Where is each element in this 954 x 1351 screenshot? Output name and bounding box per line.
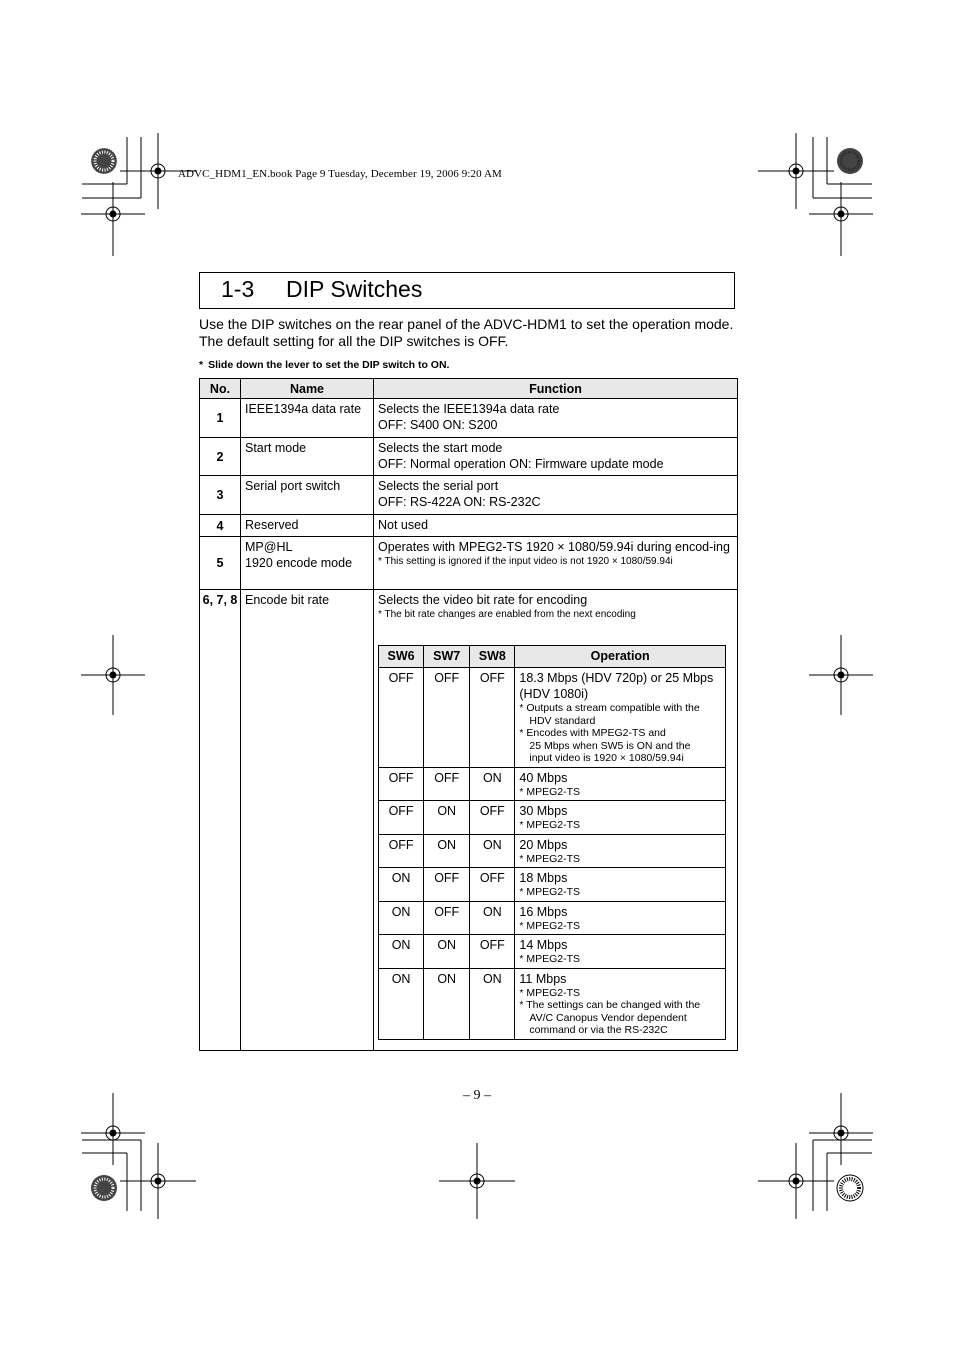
- operation-note: * MPEG2-TS: [519, 919, 581, 932]
- sw8-value: ON: [470, 901, 515, 935]
- row-no: 3: [200, 476, 241, 515]
- operation-cell: [515, 968, 726, 1039]
- function-line: Selects the start mode: [378, 441, 503, 455]
- function-line: Selects the serial port: [378, 479, 499, 493]
- dip-switch-table: [199, 378, 738, 1051]
- subtable-row: [379, 868, 726, 902]
- note-asterisk: *: [199, 359, 204, 371]
- sw6-value: OFF: [379, 668, 424, 768]
- row-no: 6, 7, 8: [200, 590, 241, 1051]
- subtable-header-row: [379, 646, 726, 668]
- page-number: – 9 –: [463, 1088, 491, 1103]
- header-sw7: SW7: [424, 646, 470, 668]
- table-row: [200, 515, 738, 537]
- operation-rate: 18.3 Mbps (HDV 720p) or 25 Mbps (HDV 1080i): [519, 671, 714, 701]
- operation-cell: [515, 834, 726, 868]
- sw8-value: OFF: [470, 668, 515, 768]
- sw7-value: OFF: [424, 668, 470, 768]
- operation-note: 25 Mbps when SW5 is ON and the: [529, 739, 691, 752]
- operation-note: * MPEG2-TS: [519, 886, 581, 898]
- sw8-value: ON: [470, 767, 515, 801]
- operation-rate: 40 Mbps: [519, 770, 568, 785]
- header-name: Name: [241, 379, 374, 399]
- print-header: ADVC_HDM1_EN.book Page 9 Tuesday, December 19, 2006 9:20 AM: [178, 168, 502, 180]
- function-line: OFF: RS-422A ON: RS-232C: [378, 495, 541, 509]
- section-number: 1-3: [221, 276, 255, 302]
- operation-note: * MPEG2-TS: [519, 852, 581, 865]
- operation-cell: [515, 668, 726, 768]
- sw8-value: OFF: [470, 868, 515, 902]
- sw7-value: OFF: [424, 901, 470, 935]
- subtable-row: [379, 834, 726, 868]
- operation-cell: [515, 901, 726, 935]
- operation-rate: 11 Mbps: [519, 971, 567, 986]
- table-row: [200, 476, 738, 515]
- subtable-row: [379, 968, 726, 1039]
- operation-rate: 14 Mbps: [519, 938, 568, 952]
- operation-note: * MPEG2-TS: [519, 986, 581, 999]
- name-line: MP@HL: [245, 540, 293, 554]
- operation-note: * MPEG2-TS: [519, 819, 581, 831]
- bitrate-table: [378, 645, 726, 1040]
- operation-cell: [515, 868, 726, 902]
- sw6-value: ON: [379, 935, 424, 969]
- lever-note: [199, 359, 449, 371]
- sw7-value: ON: [424, 935, 470, 969]
- row-name: IEEE1394a data rate: [241, 399, 374, 438]
- row-name: Start mode: [241, 438, 374, 476]
- subtable-row: [379, 935, 726, 969]
- sw7-value: OFF: [424, 868, 470, 902]
- subtable-row: [379, 801, 726, 835]
- table-row: [200, 537, 738, 590]
- operation-note: command or via the RS-232C: [529, 1024, 668, 1036]
- sw7-value: ON: [424, 968, 470, 1039]
- row-no: 1: [200, 399, 241, 438]
- row-function: [374, 399, 738, 438]
- sw7-value: ON: [424, 834, 470, 868]
- function-line: OFF: S400 ON: S200: [378, 418, 498, 432]
- table-row: [200, 399, 738, 438]
- operation-note: input video is 1920 × 1080/59.94i: [529, 752, 684, 764]
- row-function: Not used: [374, 515, 738, 537]
- operation-cell: [515, 801, 726, 835]
- section-title-box: [199, 272, 735, 309]
- operation-rate: 16 Mbps: [519, 904, 568, 919]
- sw7-value: ON: [424, 801, 470, 835]
- row-name: Reserved: [241, 515, 374, 537]
- row-name: [241, 537, 374, 590]
- row-name: Encode bit rate: [241, 590, 374, 1051]
- section-title: DIP Switches: [286, 276, 423, 302]
- row-no: 5: [200, 537, 241, 590]
- row-function: [374, 537, 738, 590]
- table-header-row: [200, 379, 738, 399]
- operation-note: HDV standard: [529, 714, 596, 727]
- operation-cell: [515, 935, 726, 969]
- sw6-value: ON: [379, 968, 424, 1039]
- header-sw8: SW8: [470, 646, 515, 668]
- intro-paragraph: Use the DIP switches on the rear panel of the ADVC-HDM1 to set the operation mode. The default setting for all the DIP switches is OFF.: [199, 316, 734, 349]
- sw6-value: ON: [379, 868, 424, 902]
- row-function: [374, 590, 738, 1051]
- function-note: * The bit rate changes are enabled from the next encoding: [378, 609, 636, 620]
- row-function: [374, 476, 738, 515]
- row-function: [374, 438, 738, 476]
- function-line: Selects the IEEE1394a data rate: [378, 402, 560, 416]
- header-operation: Operation: [515, 646, 726, 668]
- sw6-value: ON: [379, 901, 424, 935]
- operation-note: * Outputs a stream compatible with the: [519, 702, 700, 714]
- table-row: [200, 438, 738, 476]
- sw6-value: OFF: [379, 767, 424, 801]
- header-sw6: SW6: [379, 646, 424, 668]
- subtable-row: [379, 767, 726, 801]
- operation-note: * Encodes with MPEG2-TS and: [519, 727, 666, 739]
- note-text: Slide down the lever to set the DIP switch to ON.: [208, 359, 450, 371]
- function-line: OFF: Normal operation ON: Firmware update mode: [378, 457, 664, 471]
- function-note: * This setting is ignored if the input video is not 1920 × 1080/59.94i: [378, 556, 673, 567]
- row-no: 4: [200, 515, 241, 537]
- sw6-value: OFF: [379, 834, 424, 868]
- operation-note: * MPEG2-TS: [519, 785, 581, 798]
- row-name: Serial port switch: [241, 476, 374, 515]
- row-no: 2: [200, 438, 241, 476]
- function-line: Operates with MPEG2-TS 1920 × 1080/59.94i during encod-ing: [378, 540, 730, 554]
- operation-note: AV/C Canopus Vendor dependent: [529, 1011, 687, 1024]
- header-function: Function: [374, 379, 738, 399]
- operation-cell: [515, 767, 726, 801]
- table-row: [200, 590, 738, 1051]
- operation-rate: 30 Mbps: [519, 804, 568, 818]
- operation-rate: 20 Mbps: [519, 837, 568, 852]
- subtable-row: [379, 668, 726, 768]
- name-line: 1920 encode mode: [245, 556, 353, 570]
- sw6-value: OFF: [379, 801, 424, 835]
- sw8-value: OFF: [470, 801, 515, 835]
- operation-note: * MPEG2-TS: [519, 953, 581, 965]
- operation-note: * The settings can be changed with the: [519, 999, 701, 1011]
- sw8-value: ON: [470, 834, 515, 868]
- function-line: Selects the video bit rate for encoding: [378, 593, 588, 607]
- operation-rate: 18 Mbps: [519, 871, 568, 885]
- sw8-value: OFF: [470, 935, 515, 969]
- header-no: No.: [200, 379, 241, 399]
- sw7-value: OFF: [424, 767, 470, 801]
- subtable-row: [379, 901, 726, 935]
- sw8-value: ON: [470, 968, 515, 1039]
